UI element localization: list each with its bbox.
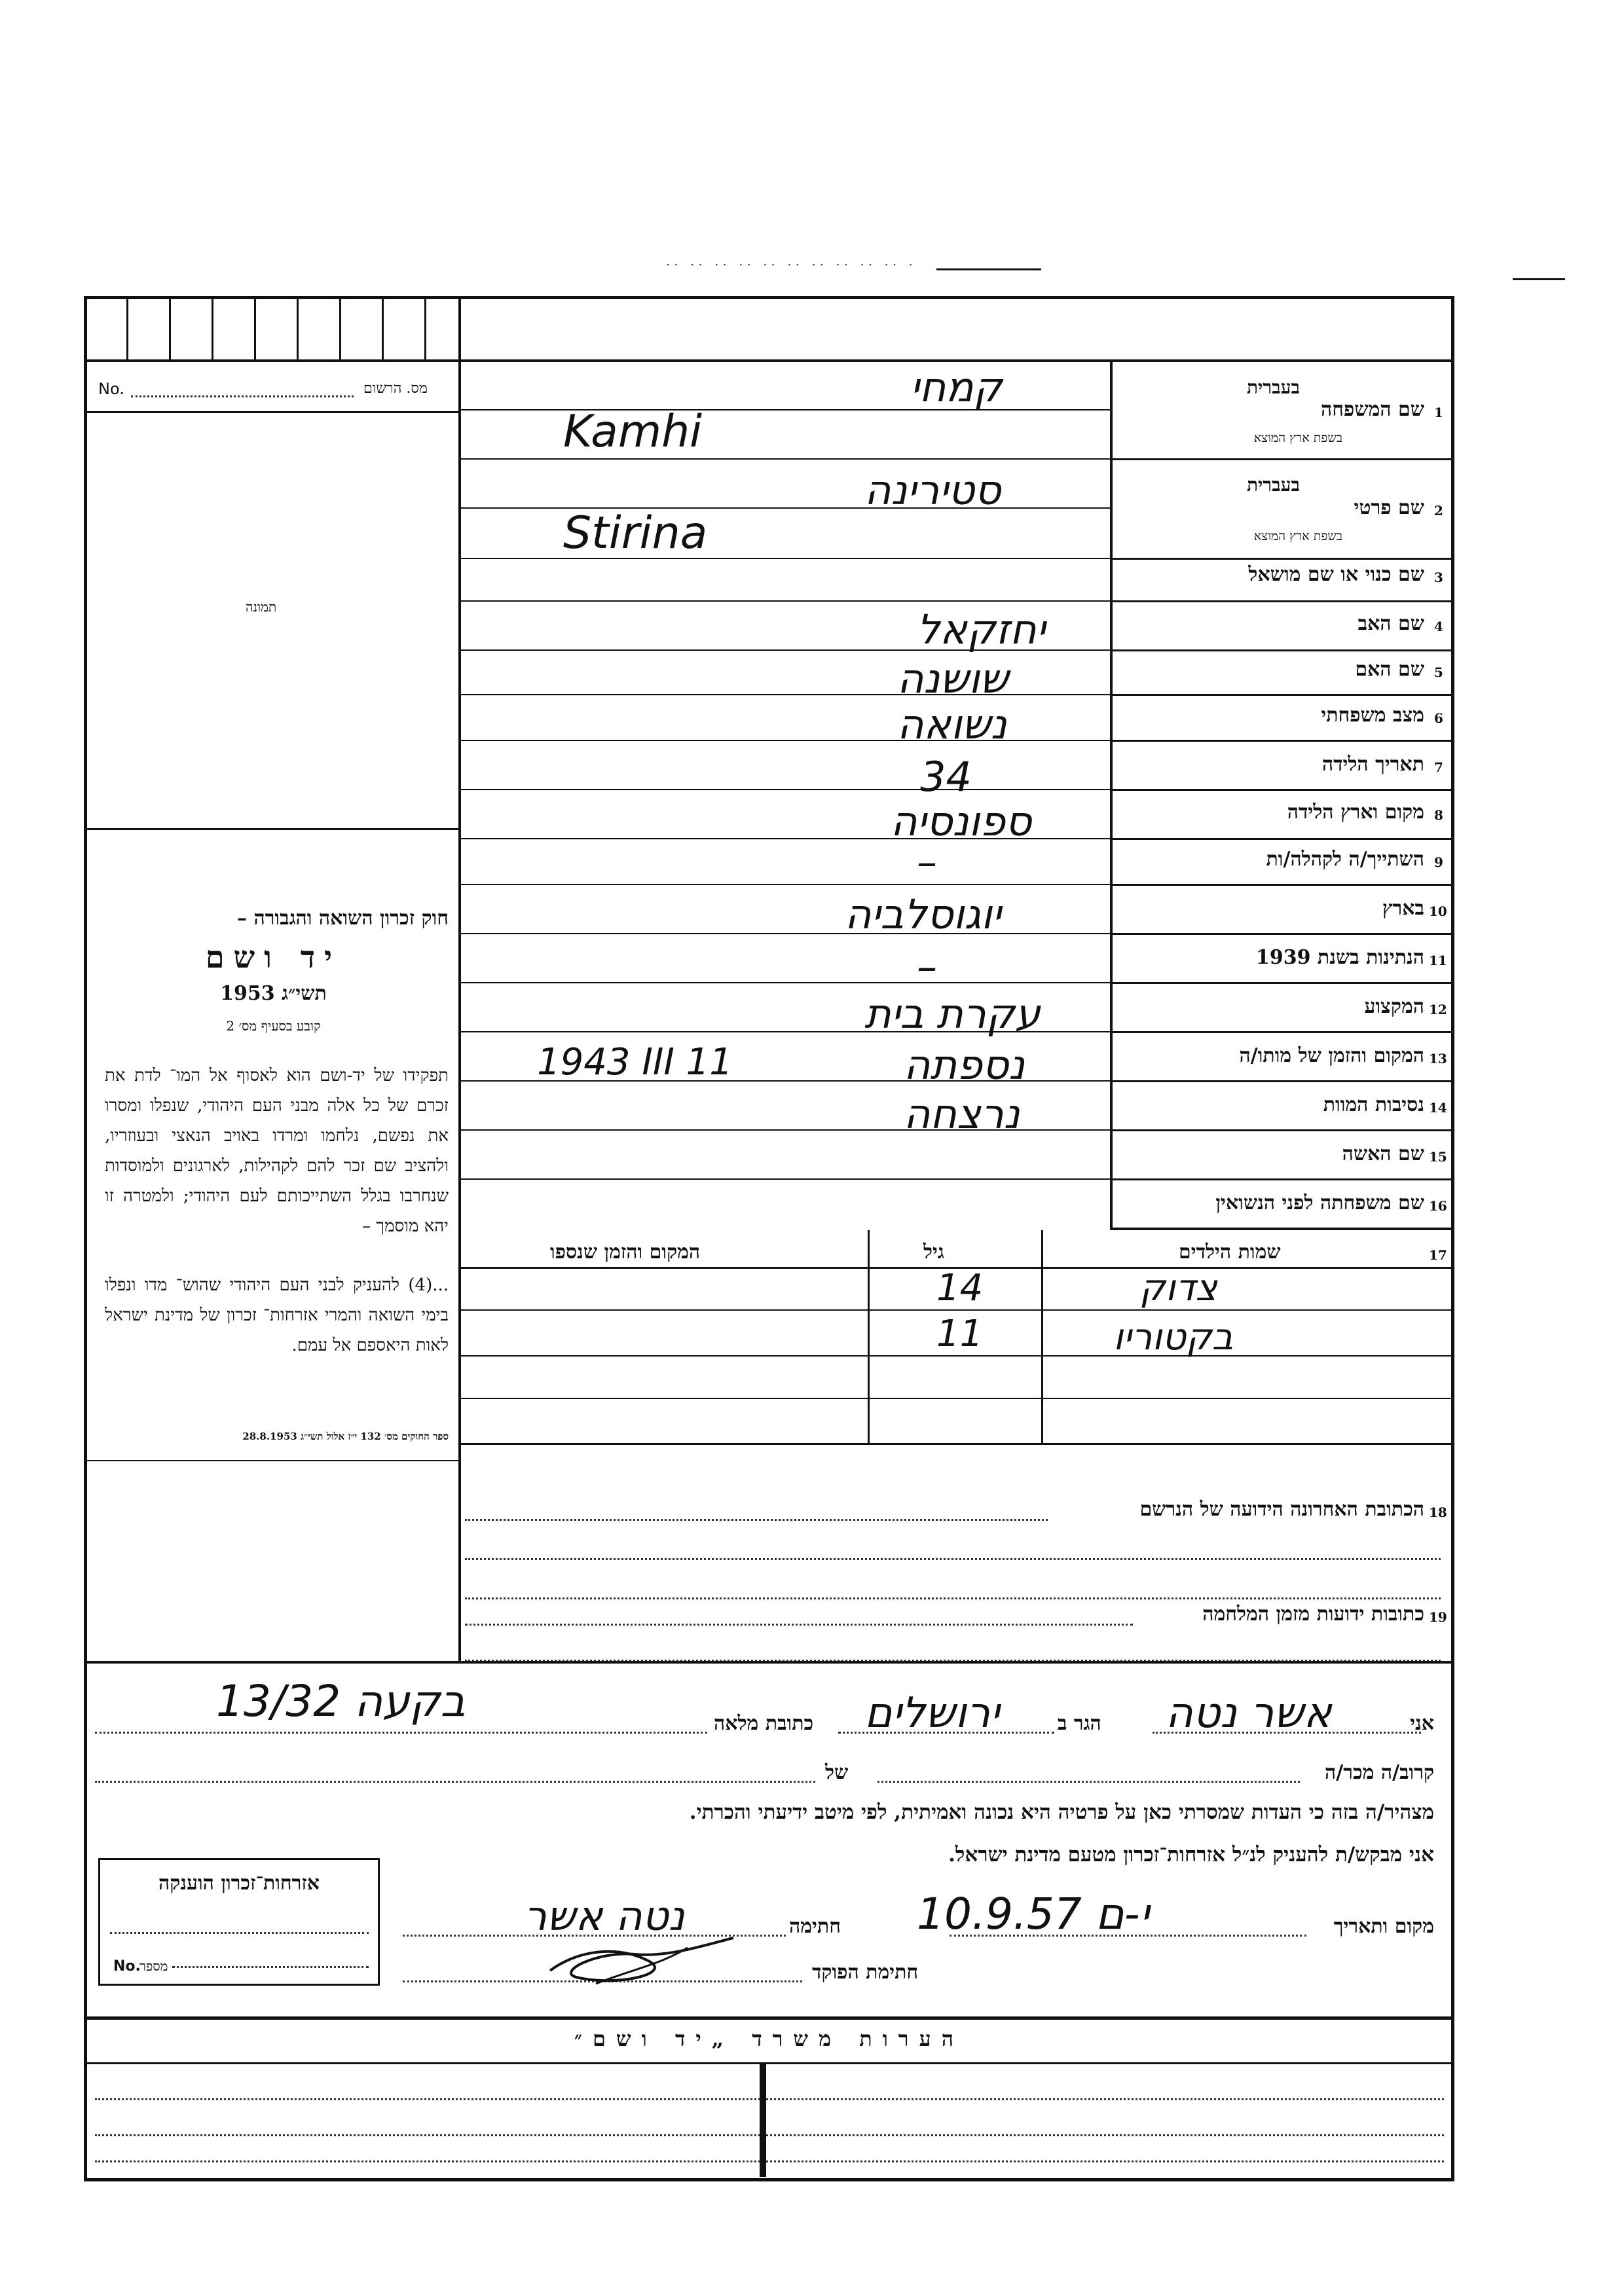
field-2-value-latin: Stirina	[563, 507, 708, 559]
field-19-label: כתובות ידועות מזמן המלחמה	[1202, 1603, 1424, 1626]
field-14-value: נרצחה	[904, 1090, 1020, 1138]
field-15-label: שם האשה	[1342, 1142, 1424, 1165]
field-11-number: 11	[1429, 953, 1447, 968]
field-10-number: 10	[1429, 903, 1447, 919]
decl-relative: קרוב/ה מכר/ה	[1325, 1761, 1434, 1784]
field-11-label: הנתינות בשנת 1939	[1255, 946, 1424, 969]
field-1-value-hebrew: קמחי	[910, 363, 1003, 411]
code-boxes	[87, 299, 460, 359]
field-7-number: 7	[1434, 759, 1443, 775]
field-8-label: מקום וארץ הלידה	[1287, 801, 1424, 824]
field-12-value: עקרת בית	[864, 990, 1041, 1038]
field-2-sub-origin: בשפת ארץ המוצא	[1253, 529, 1342, 543]
registration-no-label: No.	[98, 380, 124, 398]
field-3-label: שם כנוי או שם מושאל	[1248, 563, 1424, 586]
field-1-number: 1	[1434, 405, 1443, 420]
field-13-date: 1943 III 11	[537, 1041, 733, 1084]
field-5-number: 5	[1434, 665, 1443, 680]
field-3-number: 3	[1434, 570, 1443, 585]
field-5-value: שושנה	[897, 655, 1009, 702]
children-number: 17	[1429, 1247, 1447, 1263]
decl-place-date-value: י-ם 10.9.57	[917, 1889, 1150, 1939]
field-9-value: –	[917, 838, 937, 886]
children-header-age: גיל	[923, 1241, 944, 1264]
decl-signature-value: נטה אשר	[524, 1892, 685, 1940]
field-1-sub-origin: בשפת ארץ המוצא	[1253, 431, 1342, 445]
field-10-value: יוגוסלביה	[845, 890, 1001, 938]
field-1-sub-hebrew: בעברית	[1246, 376, 1300, 398]
field-1-value-latin: Kamhi	[563, 406, 703, 458]
field-6-number: 6	[1434, 710, 1443, 726]
photo-label: תמונה	[246, 599, 277, 615]
law-name: יד ושם	[205, 939, 342, 975]
children-header-place: המקום והזמן שנספו	[550, 1241, 701, 1264]
citizenship-number-label: מספר	[139, 1958, 168, 1974]
decl-address-value: בקעה 13/32	[216, 1676, 466, 1726]
field-15-number: 15	[1429, 1149, 1447, 1165]
field-1-label: שם המשפחה	[1320, 398, 1424, 421]
field-2-sub-hebrew: בעברית	[1246, 474, 1300, 496]
law-footnote: ספר החוקים מס׳ 132 י״ז אלול תשי״ג 28.8.1953	[242, 1430, 449, 1442]
officer-signature-scribble	[537, 1925, 747, 1997]
field-16-label: שם משפחתה לפני הנשואין	[1215, 1192, 1424, 1214]
decl-signature: חתימה	[789, 1915, 841, 1938]
field-12-label: המקצוע	[1364, 995, 1424, 1018]
field-11-value: –	[917, 943, 937, 991]
field-2-value-hebrew: סטירינה	[864, 466, 1001, 514]
decl-place-date: מקום ותאריך	[1333, 1915, 1434, 1938]
decl-lives-in: הגר ב	[1058, 1712, 1101, 1735]
decl-full-address: כתובת מלאה	[714, 1712, 814, 1735]
field-13-label: המקום והזמן של מותו/ה	[1239, 1044, 1424, 1067]
header-scrap: · ·· ·· ·· ·· ·· ·· ·· ·· ·· ··	[665, 257, 917, 272]
citizenship-no-label: No.	[113, 1958, 141, 1975]
citizenship-box	[98, 1858, 380, 1986]
field-14-label: נסיבות המוות	[1323, 1093, 1424, 1116]
law-year: תשי״ג 1953	[220, 982, 327, 1005]
child-1-name: צדוק	[1139, 1267, 1217, 1309]
office-notes-title: הערות משרד „יד ושם״	[574, 2026, 965, 2051]
field-6-value: נשואה	[897, 701, 1007, 748]
field-19-number: 19	[1429, 1609, 1447, 1625]
registration-he-label: מס. הרשום	[363, 380, 428, 397]
law-clause-ref: קובע בסעיף מס׳ 2	[226, 1018, 321, 1034]
law-text-1: תפקידו של יד-ושם הוא לאסוף אל המו־ לדת את זכרם של כל אלה מבני העם היהודי, שנפלו ומסרו את נפשם, נלחמו ומרדו באויב הנאצי ובעוזריו, ולהציב שם זכר להם לקהילות, לארגונים ולמוסדות שנחרבו בגלל השתייכותם לעם היהודי; ולמטרה זו יהא מוסמך –	[105, 1066, 449, 1236]
field-18-label: הכתובת האחרונה הידועה של הנרשם	[1139, 1498, 1424, 1521]
children-header-names: שמות הילדים	[1179, 1241, 1281, 1264]
field-7-label: תאריך הלידה	[1321, 753, 1424, 776]
field-16-number: 16	[1429, 1198, 1447, 1214]
field-8-value: ספונסיה	[891, 797, 1032, 845]
field-8-number: 8	[1434, 807, 1443, 823]
law-title: חוק זכרון השואה והגבורה –	[237, 907, 449, 930]
law-text-2: ...(4) להעניק לבני העם היהודי שהוש־ מדו ונפלו בימי השואה והמרי אזרחות־ זכרון של מדינת ישראל לאות היאספם אל עמם.	[105, 1275, 449, 1355]
field-9-label: השתייך/ה לקהלה/ות	[1266, 848, 1424, 871]
child-2-name: בקטוריו	[1113, 1316, 1234, 1358]
decl-city-value: ירושלים	[864, 1689, 1000, 1738]
field-13-value: נספתה	[904, 1041, 1025, 1089]
field-4-label: שם האב	[1357, 612, 1424, 635]
child-1-age: 14	[936, 1267, 984, 1309]
field-12-number: 12	[1429, 1002, 1447, 1017]
field-9-number: 9	[1434, 854, 1443, 870]
child-2-age: 11	[936, 1313, 984, 1355]
field-4-value: יחזקאל	[917, 606, 1046, 653]
decl-of: של	[825, 1761, 849, 1784]
field-2-label: שם פרטי	[1354, 496, 1424, 519]
field-13-number: 13	[1429, 1051, 1447, 1066]
decl-statement-1: מצהיר/ה בזה כי העדות שמסרתי כאן על פרטיה היא נכונה ואמיתית, לפי מיטב ידיעתי והכרתי.	[689, 1800, 1434, 1824]
decl-officer-signature: חתימת הפוקד	[812, 1961, 919, 1984]
field-2-number: 2	[1434, 503, 1443, 519]
decl-statement-2: אני מבקש/ת להעניק לנ״ל אזרחות־זכרון מטעם מדינת ישראל.	[948, 1843, 1434, 1867]
field-5-label: שם האם	[1355, 658, 1424, 681]
field-14-number: 14	[1429, 1100, 1447, 1116]
field-18-number: 18	[1429, 1504, 1447, 1520]
field-7-value: 34	[920, 753, 972, 801]
field-6-label: מצב משפחתי	[1321, 704, 1424, 727]
field-4-number: 4	[1434, 619, 1443, 634]
decl-ani: אני	[1410, 1712, 1434, 1735]
field-10-label: בארץ	[1382, 897, 1424, 920]
decl-name-value: אשר נטה	[1166, 1689, 1332, 1738]
citizenship-box-title: אזרחות־זכרון הוענקה	[158, 1872, 320, 1895]
